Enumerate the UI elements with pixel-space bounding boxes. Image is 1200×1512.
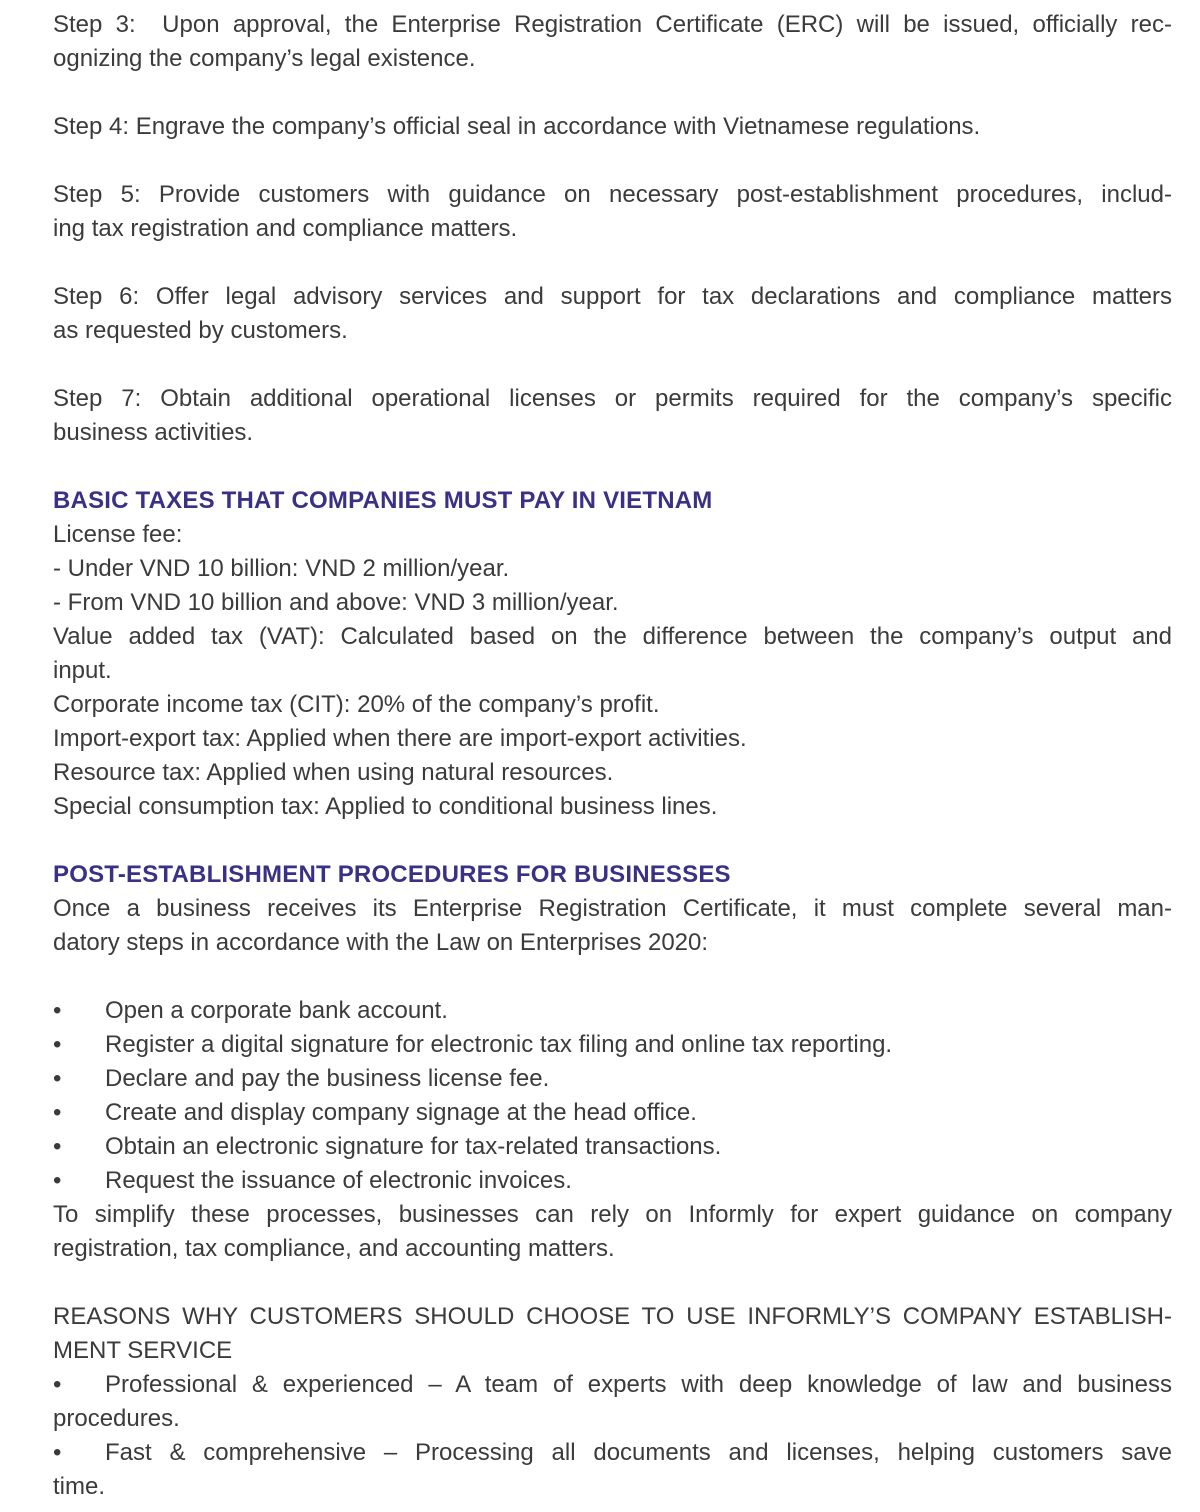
bullet-text: Create and display company signage at the head office. [105,1099,697,1126]
section-heading: POST-ESTABLISHMENT PROCEDURES FOR BUSINESSES [53,861,731,888]
text-line: business activities. [53,419,254,446]
text-line: datory steps in accordance with the Law on Enterprises 2020: [53,929,709,956]
blank-line [53,348,1172,382]
text-line: procedures. [53,1405,180,1432]
text-line: - From VND 10 billion and above: VND 3 million/year. [53,589,619,616]
text-line: Step 5: Provide customers with guidance on necessary post-establishment procedures, includ- [53,181,1172,208]
bullet-text: Fast & comprehensive – Processing all documents and licenses, helping customers save [105,1439,1172,1466]
text-line: Corporate income tax (CIT): 20% of the company’s profit. [53,691,660,718]
blank-line [53,1266,1172,1300]
blank-line [53,824,1172,858]
blank-line [53,450,1172,484]
bullet-item [53,1028,1172,1062]
bullet-icon: • [53,1133,62,1160]
text-line: ing tax registration and compliance matters. [53,215,518,242]
text-line: registration, tax compliance, and accounting matters. [53,1235,615,1262]
text-line: ognizing the company’s legal existence. [53,45,476,72]
bullet-text: Obtain an electronic signature for tax-related transactions. [105,1133,722,1160]
bullet-item [53,1096,1172,1130]
bullet-item [53,994,1172,1028]
text-line: To simplify these processes, businesses can rely on Informly for expert guidance on company [53,1201,1172,1228]
bullet-icon: • [53,1167,62,1194]
bullet-icon: • [53,1065,62,1092]
bullet-icon: • [53,1031,62,1058]
blank-line [53,246,1172,280]
text-line: MENT SERVICE [53,1337,233,1364]
text-line: Once a business receives its Enterprise Registration Certificate, it must complete several man- [53,895,1172,922]
text-line: Import-export tax: Applied when there are import-export activities. [53,725,747,752]
text-line: Special consumption tax: Applied to conditional business lines. [53,793,718,820]
document-page [53,0,1172,1504]
blank-line [53,144,1172,178]
bullet-icon: • [53,1371,62,1398]
text-line: Step 4: Engrave the company’s official seal in accordance with Vietnamese regulations. [53,113,981,140]
text-line: Value added tax (VAT): Calculated based on the difference between the company’s output and [53,623,1172,650]
text-line: Step 3: Upon approval, the Enterprise Registration Certificate (ERC) will be issued, officially rec- [53,11,1172,38]
text-line: Resource tax: Applied when using natural resources. [53,759,614,786]
bullet-icon: • [53,1439,62,1466]
blank-line [53,960,1172,994]
text-line: input. [53,657,112,684]
bullet-icon: • [53,1099,62,1126]
text-line: Step 7: Obtain additional operational licenses or permits required for the company’s specific [53,385,1172,412]
text-line: - Under VND 10 billion: VND 2 million/year. [53,555,510,582]
section-heading: BASIC TAXES THAT COMPANIES MUST PAY IN VIETNAM [53,487,713,514]
text-line: as requested by customers. [53,317,348,344]
bullet-text: Open a corporate bank account. [105,997,448,1024]
bullet-item [53,1164,1172,1198]
bullet-text: Professional & experienced – A team of experts with deep knowledge of law and business [105,1371,1172,1398]
bullet-item [53,1368,1172,1402]
text-line: REASONS WHY CUSTOMERS SHOULD CHOOSE TO USE INFORMLY’S COMPANY ESTABLISH- [53,1303,1172,1330]
bullet-item [53,1130,1172,1164]
bullet-item [53,1436,1172,1470]
bullet-item [53,1062,1172,1096]
text-line: time. [53,1473,106,1500]
bullet-text: Declare and pay the business license fee. [105,1065,550,1092]
text-line: Step 6: Offer legal advisory services and support for tax declarations and compliance matters [53,283,1172,310]
blank-line [53,76,1172,110]
text-line: License fee: [53,521,183,548]
bullet-text: Register a digital signature for electronic tax filing and online tax reporting. [105,1031,893,1058]
bullet-text: Request the issuance of electronic invoices. [105,1167,572,1194]
bullet-icon: • [53,997,62,1024]
